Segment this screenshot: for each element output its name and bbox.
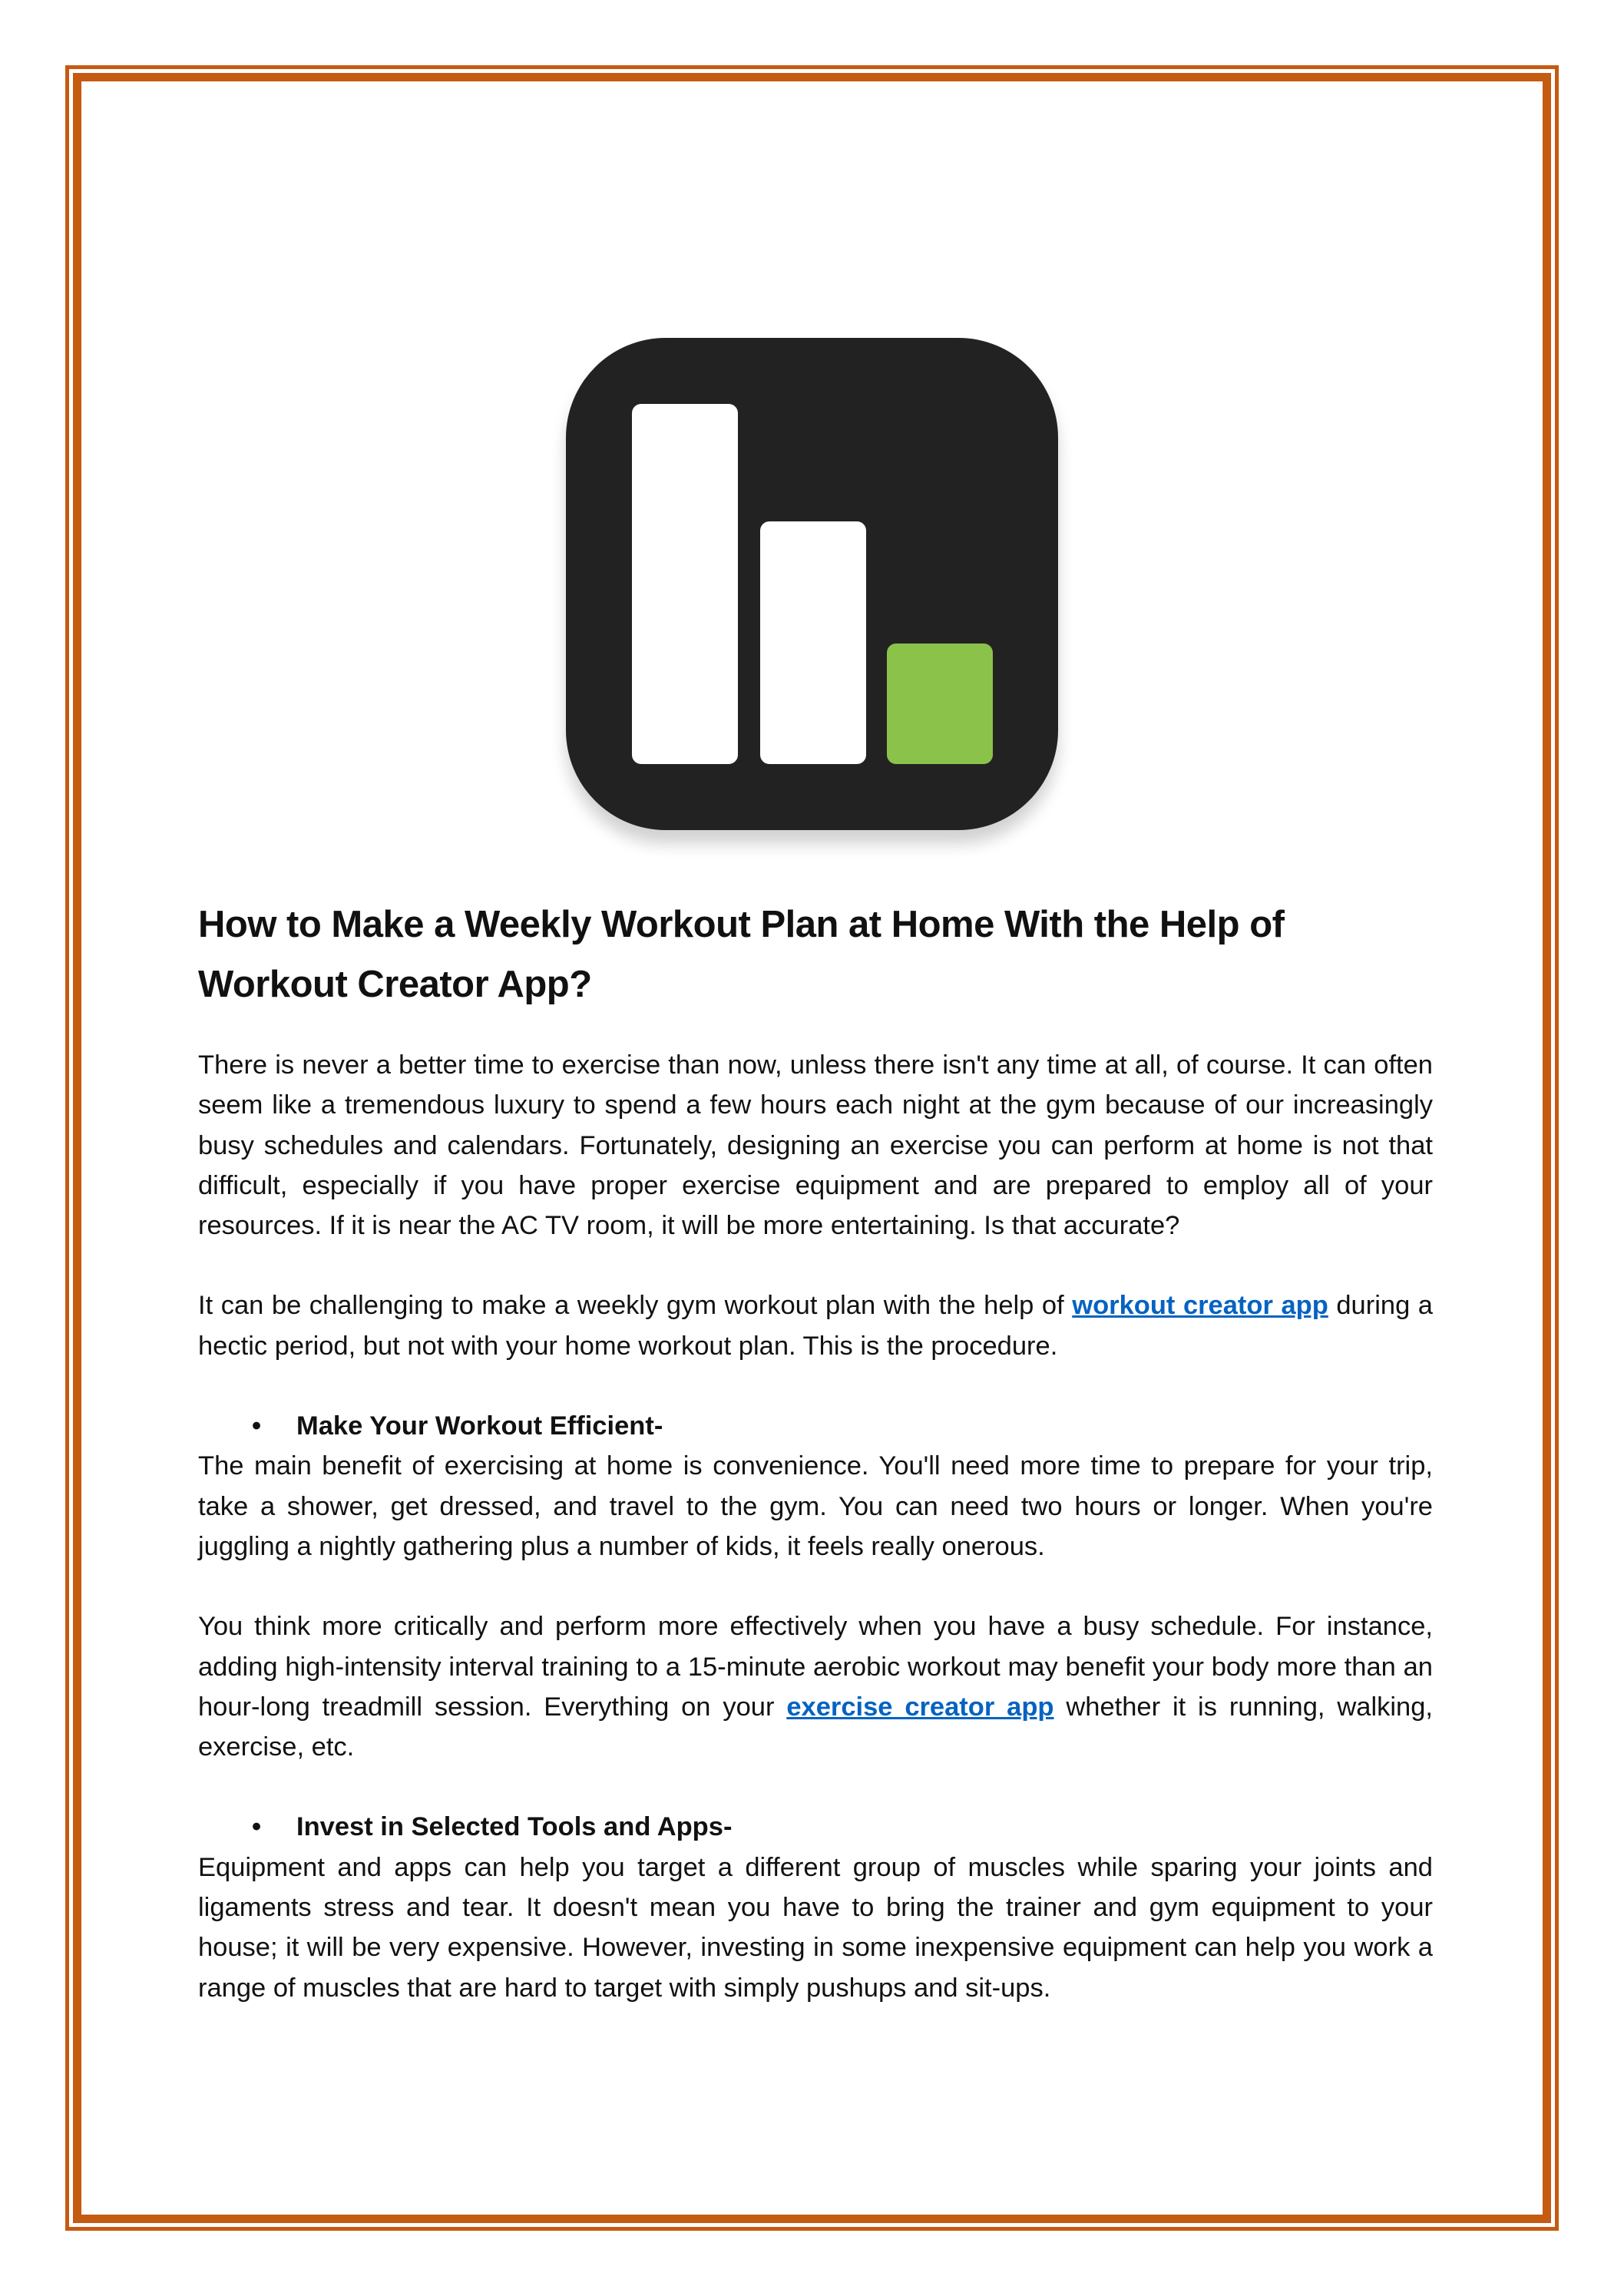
section1-paragraph-2 — [198, 1606, 1433, 1767]
paragraph-2 — [198, 1285, 1433, 1366]
text: whether it is running, walking, exercise, etc. — [198, 1692, 1433, 1762]
logo-bar-tall — [632, 404, 738, 764]
text: It can be challenging to make a weekly gym workout plan with the help of — [198, 1291, 1073, 1321]
text: You think more critically and perform more effectively when you have a busy schedule. For instance, adding high-intensity interval training to a 15-minute aerobic workout may benefit your body more than an hour-long treadmill session. Everything on your — [198, 1612, 1433, 1722]
bar-chart-app-icon — [566, 338, 1058, 830]
section-heading-tools — [198, 1807, 1433, 1847]
text: during a hectic period, but not with your home workout plan. This is the procedure. — [198, 1291, 1433, 1361]
bullet-icon: • — [252, 1812, 262, 1842]
heading-text: Make Your Workout Efficient- — [296, 1411, 663, 1441]
heading-text: Invest in Selected Tools and Apps- — [296, 1812, 733, 1842]
exercise-creator-app-link[interactable]: exercise creator app — [786, 1692, 1054, 1722]
bullet-icon: • — [252, 1411, 262, 1441]
intro-paragraph: There is never a better time to exercise than now, unless there isn't any time at all, of course. It can often seem like a tremendous luxury to spend a few hours each night at the gym because of our increasingly busy schedules and calendars. Fortunately, designing an exercise you can perform at home is not that difficult, especially if you have proper exercise equipment and are prepared to employ all of your resources. If it is near the AC TV room, it will be more entertaining. Is that accurate? — [198, 1050, 1433, 1241]
workout-creator-app-link[interactable]: workout creator app — [1072, 1291, 1328, 1321]
logo-bar-medium — [760, 521, 866, 764]
section-heading-efficient — [198, 1406, 1433, 1446]
section2-paragraph-1: Equipment and apps can help you target a different group of muscles while sparing your joints and ligaments stress and tear. It doesn't mean you have to bring the trainer and gym equipment to your house; it will be very expensive. However, investing in some inexpensive equipment can help you work a range of muscles that are hard to target with simply pushups and sit-ups. — [198, 1852, 1433, 2003]
page-title: How to Make a Weekly Workout Plan at Home With the Help of Workout Creator App? — [198, 904, 1285, 1005]
article — [198, 895, 1433, 2048]
section1-paragraph-1: The main benefit of exercising at home is convenience. You'll need more time to prepare for your trip, take a shower, get dressed, and travel to the gym. You can need two hours or longer. When you're juggling a nightly gathering plus a number of kids, it feels really onerous. — [198, 1451, 1433, 1561]
logo-bar-green — [887, 643, 993, 764]
